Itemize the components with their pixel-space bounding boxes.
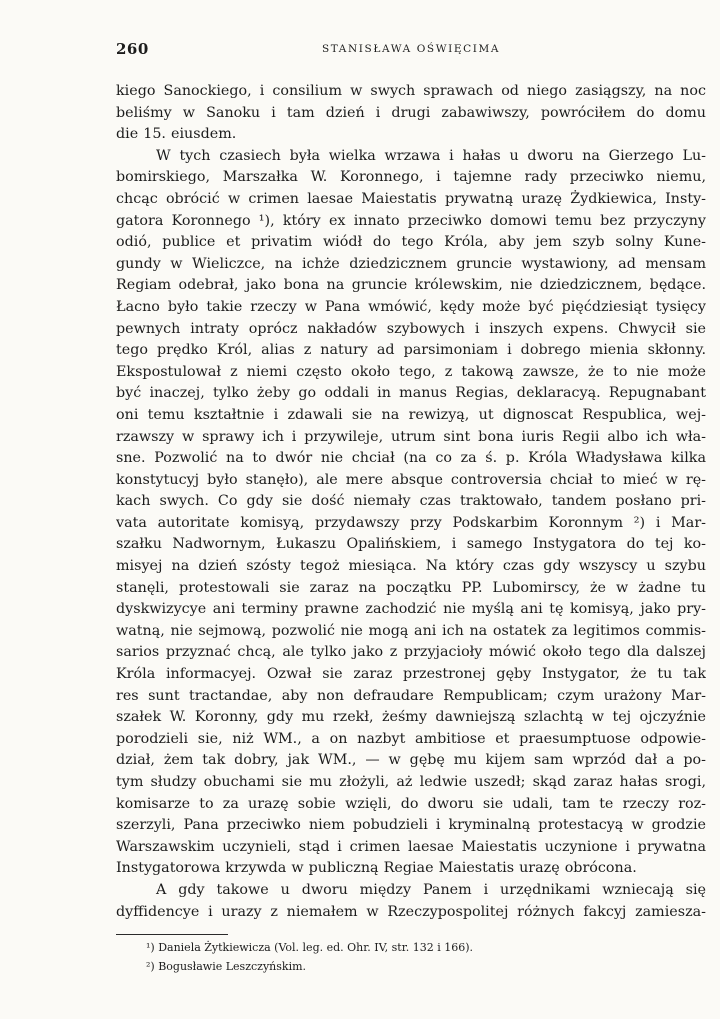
text-line: die 15. eiusdem. [116,126,237,143]
text-line: szerzyli, Pana przeciwko niem pobudzieli i kryminalną protestacyą w grodzie [116,817,706,834]
running-head: STANISŁAWA OŚWIĘCIMA [321,43,501,55]
text-line: Łacno było takie rzeczy w Pana wmówić, kędy może być pięćdziesiąt tysięcy [116,298,706,315]
text-line: być inaczej, tylko żeby go oddali in manus Regias, deklaracyą. Repugnabant [116,385,706,402]
body-text [116,81,706,923]
text-line: porodzieli sie, niż WM., a on nazbyt ambitiose et praesumptuose odpowie- [116,730,706,747]
text-line: stanęli, protestowali sie zaraz na początku PP. Lubomirscy, że w żadne tu [116,579,706,596]
text-line: dyffidencye i urazy z niemałem w Rzeczypospolitej różnych fakcyj zamiesza- [116,903,706,920]
text-line: oni temu kształtnie i zdawali sie na rewizyą, ut dignoscat Respublica, wej- [116,406,706,423]
page-header [116,40,706,58]
footnote [146,957,706,976]
text-line: szałku Nadwornym, Łukaszu Opalińskiem, i samego Instygatora do tej ko- [116,536,706,553]
text-line: konstytucyj było stanęło), ale mere absque controversia chciał to mieć w rę- [116,471,706,488]
text-line: Regiam odebrał, jako bona na gruncie królewskim, nie dziedzicznem, będące. [116,277,706,294]
text-line: res sunt tractandae, aby non defraudare Rempublicam; czym urażony Mar- [116,687,706,704]
text-line: Warszawskim uczynieli, stąd i crimen laesae Maiestatis uczynione i prywatna [116,838,706,855]
text-line: szałek W. Koronny, gdy mu rzekł, żeśmy dawniejszą szlachtą w tej ojczyźnie [116,709,706,726]
text-line: tego prędko Król, alias z natury ad parsimoniam i dobrego mienia skłonny. [116,342,706,359]
footnote [146,938,706,957]
text-line: kiego Sanockiego, i consilium w swych sprawach od niego zasiągszy, na noc [116,83,706,99]
text-line: sne. Pozwolić na to dwór nie chciał (na co za ś. p. Króla Władysława kilka [116,450,706,467]
text-line: gatora Koronnego ¹), który ex innato przeciwko domowi temu bez przyczyny [116,212,706,229]
text-line: chcąc obrócić w crimen laesae Maiestatis prywatną urazę Żydkiewica, Insty- [116,190,706,207]
text-line: W tych czasiech była wielka wrzawa i hałas u dworu na Gierzego Lu- [156,147,706,164]
text-line: dział, żem tak dobry, jak WM., — w gębę mu kijem sam wprzód dał a po- [116,752,706,769]
text-line: odió, publice et privatim wiódł do tego Króla, aby jem szyb solny Kune- [116,234,706,251]
text-line: Ekspostulował z niemi często około tego, z takową zawsze, że to nie może [116,363,706,380]
page-number: 260 [116,40,149,58]
text-line: pewnych intraty oprócz nakładów szybowych i inszych expens. Chwycił sie [116,320,706,337]
footnote-mark: ²) [146,960,155,973]
text-line: rzawszy w sprawy ich i przywileje, utrum sint bona iuris Regii albo ich wła- [116,428,706,445]
text-line: misyej na dzień szósty tegoż miesiąca. Na który czas gdy wszyscy u szybu [116,558,706,575]
text-line: kach swych. Co gdy sie dość niemały czas traktowało, tandem posłano pri- [116,493,706,510]
text-line: dyskwizycye ani terminy prawne zachodzić nie myślą ani tę komisyą, jako pry- [116,601,706,618]
text-line: vata autoritate komisyą, przydawszy przy Podskarbim Koronnym ²) i Mar- [116,514,706,531]
text-line: watną, nie sejmową, pozwolić nie mogą ani ich na ostatek za legitimos commis- [116,622,706,639]
footnote-text: Daniela Żytkiewicza (Vol. leg. ed. Ohr. IV, str. 132 i 166). [158,941,474,954]
footnote-mark: ¹) [146,941,155,954]
text-line: A gdy takowe u dworu między Panem i urzędnikami wzniecają się [156,881,706,898]
text-line: komisarze to za urazę sobie wzięli, do dworu sie udali, tam te rzeczy roz- [116,795,706,812]
text-line: Instygatorowa krzywda w publiczną Regiae Maiestatis urazę obrócona. [116,860,637,877]
text-line: beliśmy w Sanoku i tam dzień i drugi zabawiwszy, powróciłem do domu [116,104,706,121]
footnote-text: Bogusławie Leszczyńskim. [158,960,307,973]
text-line: gundy w Wieliczce, na ichże dziedzicznem gruncie wystawiony, ad mensam [116,255,706,272]
text-line: tym słudzy obuchami sie mu złożyli, aż ledwie uszedł; skąd zaraz hałas srogi, [116,774,706,790]
footnotes [146,938,706,976]
text-line: Króla informacyej. Ozwał sie zaraz przestronej gęby Instygator, że tu tak [116,666,706,683]
text-line: sarios przyznać chcą, ale tylko jako z przyjacioły mówić około tego dla dalszej [116,644,706,661]
footnote-divider [116,934,228,935]
text-line: bomirskiego, Marszałka W. Koronnego, i tajemne rady przeciwko niemu, [116,169,706,186]
